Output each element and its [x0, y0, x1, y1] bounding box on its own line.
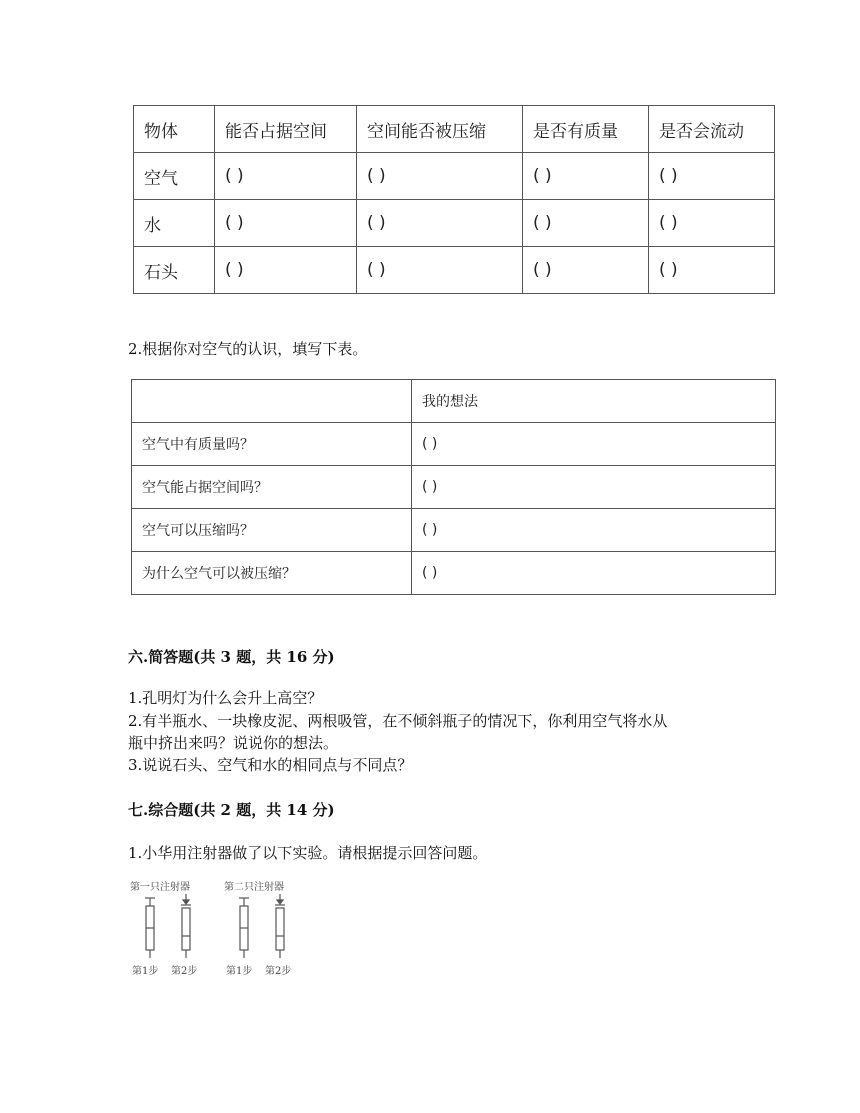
header-cell: 能否占据空间 [215, 106, 357, 153]
syringe-2-step-2 [275, 894, 285, 958]
header-cell: 是否有质量 [523, 106, 649, 153]
row-label: 空气 [134, 153, 215, 200]
table-row [132, 466, 776, 509]
figure-group-label: 第二只注射器 [224, 882, 284, 893]
question-2-intro: 2.根据你对空气的认识，填写下表。 [128, 340, 368, 358]
step-label: 第1步 [132, 966, 159, 977]
header-cell: 是否会流动 [649, 106, 775, 153]
section-6-title: 六.简答题(共 3 题，共 16 分) [128, 648, 335, 666]
row-label: 石头 [134, 247, 215, 294]
header-cell: 我的想法 [412, 380, 776, 423]
answer-blank[interactable]: ( ) [357, 153, 523, 200]
syringe-2-step-1 [239, 898, 249, 958]
step-label: 第2步 [265, 966, 292, 977]
table-row [132, 423, 776, 466]
header-cell [132, 380, 412, 423]
table-row [134, 200, 775, 247]
row-question: 为什么空气可以被压缩？ [132, 552, 412, 595]
row-question: 空气能占据空间吗？ [132, 466, 412, 509]
question-item: 1.小华用注射器做了以下实验。请根据提示回答问题。 [128, 844, 488, 862]
answer-blank[interactable]: ( ) [523, 153, 649, 200]
row-label: 水 [134, 200, 215, 247]
step-label: 第2步 [171, 966, 198, 977]
answer-blank[interactable]: ( ) [215, 200, 357, 247]
answer-blank[interactable]: ( ) [412, 466, 776, 509]
row-question: 空气可以压缩吗？ [132, 509, 412, 552]
header-cell: 空间能否被压缩 [357, 106, 523, 153]
answer-blank[interactable]: ( ) [649, 153, 775, 200]
answer-blank[interactable]: ( ) [649, 200, 775, 247]
header-cell: 物体 [134, 106, 215, 153]
table-row [132, 552, 776, 595]
question-item: 3.说说石头、空气和水的相同点与不同点？ [128, 756, 413, 774]
answer-blank[interactable]: ( ) [523, 247, 649, 294]
figure-group-label: 第一只注射器 [130, 882, 190, 893]
answer-blank[interactable]: ( ) [412, 423, 776, 466]
table-my-ideas [131, 379, 776, 595]
answer-blank[interactable]: ( ) [412, 552, 776, 595]
syringe-figure [128, 878, 308, 978]
answer-blank[interactable]: ( ) [523, 200, 649, 247]
table-row [132, 509, 776, 552]
answer-blank[interactable]: ( ) [357, 200, 523, 247]
question-item: 瓶中挤出来吗？说说你的想法。 [128, 734, 339, 752]
answer-blank[interactable]: ( ) [215, 153, 357, 200]
answer-blank[interactable]: ( ) [357, 247, 523, 294]
syringe-1-step-1 [145, 898, 155, 958]
section-7-title: 七.综合题(共 2 题，共 14 分) [128, 801, 335, 819]
table-header-row [134, 106, 775, 153]
step-label: 第1步 [226, 966, 253, 977]
table-row [134, 153, 775, 200]
answer-blank[interactable]: ( ) [649, 247, 775, 294]
table-row [134, 247, 775, 294]
answer-blank[interactable]: ( ) [412, 509, 776, 552]
question-item: 1.孔明灯为什么会升上高空？ [128, 689, 323, 707]
question-item: 2.有半瓶水、一块橡皮泥、两根吸管，在不倾斜瓶子的情况下，你利用空气将水从 [128, 712, 668, 730]
table-header-row [132, 380, 776, 423]
table-properties [133, 105, 775, 294]
row-question: 空气中有质量吗？ [132, 423, 412, 466]
syringe-1-step-2 [181, 894, 191, 958]
answer-blank[interactable]: ( ) [215, 247, 357, 294]
